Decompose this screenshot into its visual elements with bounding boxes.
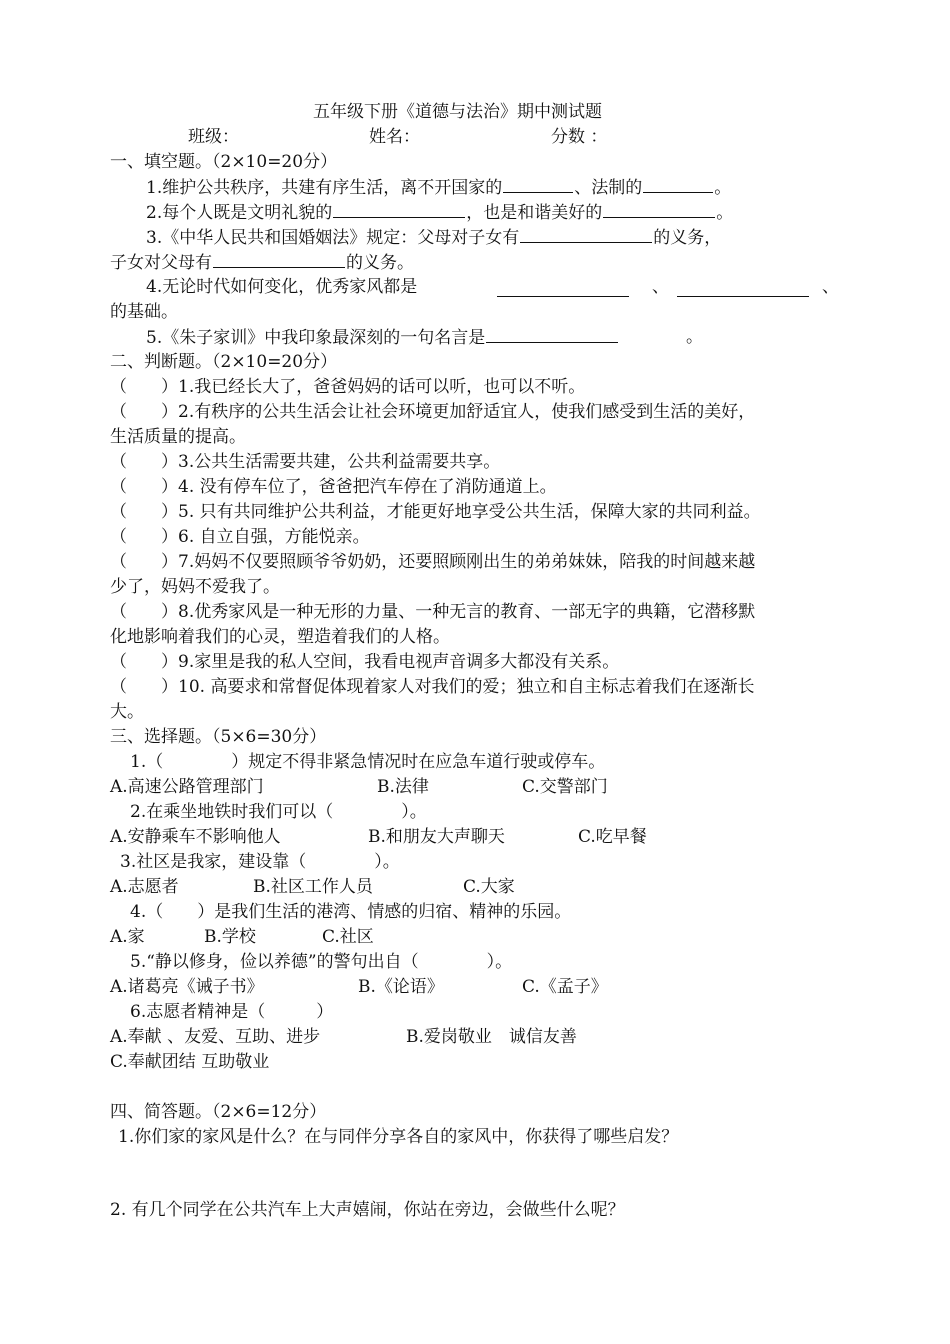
judge-question-9: [110, 650, 619, 674]
section-heading-short-answer: 四、简答题。（2×6=12分）: [110, 1102, 327, 1122]
fill-question-4-line1: [146, 275, 417, 299]
judge-text: 9.家里是我的私人空间，我看电视声音调多大都没有关系。: [178, 652, 620, 672]
answer-blank: [503, 175, 573, 193]
answer-paren: （ ）: [110, 502, 178, 522]
short-answer-question-2: 2. 有几个同学在公共汽车上大声嬉闹，你站在旁边，会做些什么呢？: [110, 1200, 625, 1220]
judge-text: 1.我已经长大了，爸爸妈妈的话可以听，也可以不听。: [178, 377, 586, 397]
judge-text: 4. 没有停车位了，爸爸把汽车停在了消防通道上。: [178, 477, 557, 497]
judge-question-6: [110, 525, 370, 549]
fill-q2-text-c: 。: [716, 203, 734, 223]
short-answer-question-1: 1.你们家的家风是什么？在与同伴分享各自的家风中，你获得了哪些启发？: [118, 1127, 679, 1147]
answer-blank: [333, 200, 465, 218]
choice-q5-option-a: A.诸葛亮《诫子书》: [110, 977, 264, 997]
choice-q4-option-c: C.社区: [322, 927, 374, 947]
judge-question-3: [110, 450, 500, 474]
choice-question-5-stem: 5.“静以修身，俭以养德”的警句出自（ ）。: [130, 952, 513, 972]
choice-q6-option-b: B.爱岗敬业 诚信友善: [406, 1027, 577, 1047]
choice-q2-option-a: A.安静乘车不影响他人: [110, 827, 281, 847]
judge-text: 2.有秩序的公共生活会让社会环境更加舒适宜人，使我们感受到生活的美好，: [178, 402, 756, 422]
choice-question-1-stem: 1.（ ）规定不得非紧急情况时在应急车道行驶或停车。: [130, 752, 606, 772]
section-heading-fill-blank: 一、填空题。（2×10=20分）: [110, 152, 338, 172]
choice-q5-option-c: C.《孟子》: [522, 977, 608, 997]
choice-question-4-stem: 4.（ ）是我们生活的港湾、情感的归宿、精神的乐园。: [130, 902, 572, 922]
fill-question-5: [146, 325, 619, 349]
choice-q3-option-a: A.志愿者: [110, 877, 179, 897]
fill-q1-text-a: 1.维护公共秩序，共建有序生活，离不开国家的: [146, 178, 503, 198]
fill-q3-text-a: 3.《中华人民共和国婚姻法》规定：父母对子女有: [146, 228, 520, 248]
page-title: 五年级下册《道德与法治》期中测试题: [313, 102, 602, 122]
answer-blank: [497, 279, 629, 297]
section-heading-multiple-choice: 三、选择题。（5×6=30分）: [110, 727, 327, 747]
fill-question-3-line1: [146, 225, 721, 249]
judge-question-2-cont: 生活质量的提高。: [110, 427, 246, 447]
answer-blank: [603, 200, 715, 218]
answer-paren: （ ）: [110, 527, 178, 547]
choice-q4-option-a: A.家: [110, 927, 145, 947]
answer-paren: （ ）: [110, 677, 178, 697]
choice-q6-option-a: A.奉献 、友爱、互助、进步: [110, 1027, 321, 1047]
section-heading-true-false: 二、判断题。（2×10=20分）: [110, 352, 338, 372]
fill-q2-text-a: 2.每个人既是文明礼貌的: [146, 203, 333, 223]
answer-blank: [213, 250, 345, 268]
judge-text: 10. 高要求和常督促体现着家人对我们的爱；独立和自主标志着我们在逐渐长: [178, 677, 755, 697]
fill-question-4-line2: 的基础。: [110, 302, 178, 322]
fill-q3-text-b: 的义务，: [653, 228, 722, 248]
choice-question-2-stem: 2.在乘坐地铁时我们可以（ ）。: [130, 802, 427, 822]
choice-q6-option-c: C.奉献团结 互助敬业: [110, 1052, 270, 1072]
fill-question-1: [146, 175, 731, 199]
choice-q1-option-c: C.交警部门: [522, 777, 608, 797]
judge-text: 5. 只有共同维护公共利益，才能更好地享受公共生活，保障大家的共同利益。: [178, 502, 761, 522]
judge-question-8-cont: 化地影响着我们的心灵，塑造着我们的人格。: [110, 627, 450, 647]
judge-question-10-cont: 大。: [110, 702, 144, 722]
judge-text: 8.优秀家风是一种无形的力量、一种无言的教育、一部无字的典籍，它潜移默: [178, 602, 756, 622]
judge-text: 6. 自立自强，方能悦亲。: [178, 527, 370, 547]
fill-q3-text-d: 的义务。: [346, 253, 414, 273]
fill-question-2: [146, 200, 733, 224]
answer-paren: （ ）: [110, 652, 178, 672]
judge-question-1: [110, 375, 585, 399]
choice-question-3-stem: 3.社区是我家，建设靠（ ）。: [120, 852, 400, 872]
fill-q2-text-b: ，也是和谐美好的: [466, 203, 603, 223]
fill-q4-sep-1: 、: [652, 277, 669, 297]
judge-text: 3.公共生活需要共建，公共利益需要共享。: [178, 452, 501, 472]
answer-blank: [677, 279, 809, 297]
choice-q2-option-c: C.吃早餐: [578, 827, 647, 847]
judge-question-2: [110, 400, 755, 424]
choice-q1-option-a: A.高速公路管理部门: [110, 777, 264, 797]
answer-blank: [486, 325, 618, 343]
fill-q4-sep-2: 、: [822, 277, 839, 297]
class-label: 班级：: [188, 127, 239, 147]
choice-q4-option-b: B.学校: [204, 927, 256, 947]
answer-blank: [643, 175, 713, 193]
answer-paren: （ ）: [110, 402, 178, 422]
fill-q1-text-b: 、法制的: [574, 178, 643, 198]
fill-q5-end: 。: [686, 327, 703, 347]
answer-paren: （ ）: [110, 477, 178, 497]
fill-q3-text-c: 子女对父母有: [110, 253, 212, 273]
score-label: 分数 ：: [551, 127, 608, 147]
choice-q1-option-b: B.法律: [377, 777, 429, 797]
choice-q2-option-b: B.和朋友大声聊天: [368, 827, 505, 847]
answer-blank: [520, 225, 652, 243]
fill-q4-text-a: 4.无论时代如何变化，优秀家风都是: [146, 277, 418, 297]
choice-q5-option-b: B.《论语》: [358, 977, 444, 997]
answer-paren: （ ）: [110, 552, 178, 572]
fill-q5-text-a: 5.《朱子家训》中我印象最深刻的一句名言是: [146, 328, 486, 348]
judge-question-4: [110, 475, 557, 499]
judge-question-5: [110, 500, 761, 524]
judge-question-7-cont: 少了，妈妈不爱我了。: [110, 577, 280, 597]
judge-text: 7.妈妈不仅要照顾爷爷奶奶，还要照顾刚出生的弟弟妹妹，陪我的时间越来越: [178, 552, 756, 572]
name-label: 姓名：: [369, 127, 420, 147]
fill-question-3-line2: [110, 250, 414, 274]
choice-q3-option-b: B.社区工作人员: [253, 877, 373, 897]
choice-q3-option-c: C.大家: [463, 877, 515, 897]
fill-q1-text-c: 。: [714, 178, 732, 198]
answer-paren: （ ）: [110, 602, 178, 622]
answer-paren: （ ）: [110, 452, 178, 472]
choice-question-6-stem: 6.志愿者精神是（ ）: [130, 1002, 334, 1022]
judge-question-8: [110, 600, 755, 624]
answer-paren: （ ）: [110, 377, 178, 397]
judge-question-7: [110, 550, 755, 574]
judge-question-10: [110, 675, 754, 699]
